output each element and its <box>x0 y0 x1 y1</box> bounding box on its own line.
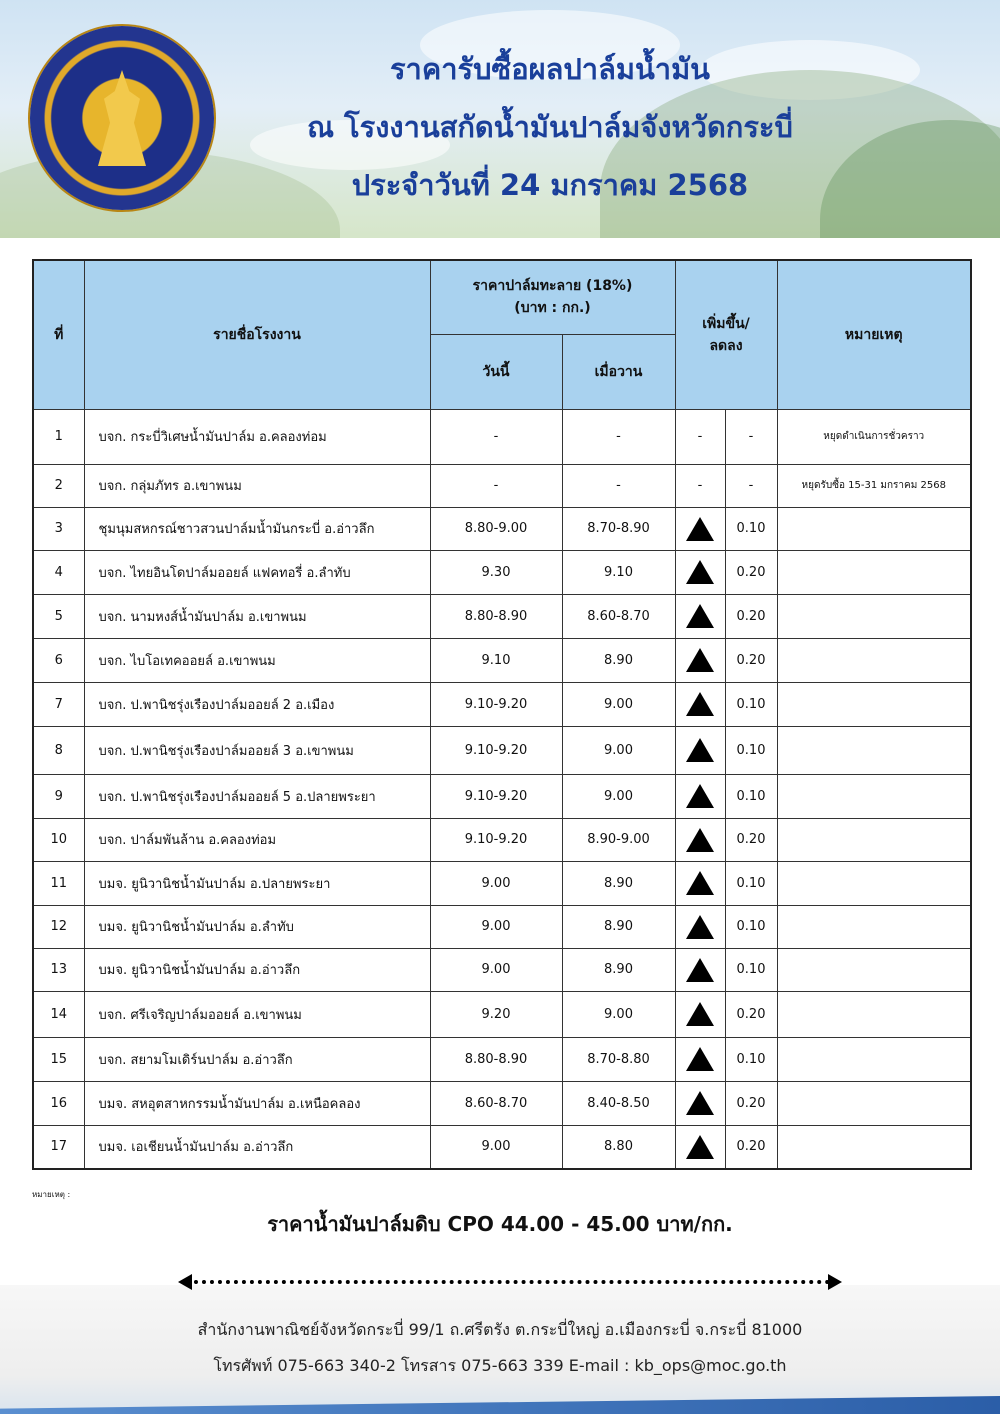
row-change-amount: 0.20 <box>725 991 777 1037</box>
row-remark <box>777 818 971 861</box>
table-row <box>33 726 971 774</box>
table-row <box>33 594 971 638</box>
increase-triangle-icon <box>686 692 714 716</box>
table-row <box>33 507 971 550</box>
row-remark: หยุดดำเนินการชั่วคราว <box>777 409 971 464</box>
increase-triangle-icon <box>686 1135 714 1159</box>
row-change-direction <box>675 550 725 594</box>
row-no: 3 <box>33 507 84 550</box>
note-label: หมายเหตุ : <box>32 1190 71 1199</box>
row-no: 11 <box>33 861 84 905</box>
row-price-yesterday: 8.70-8.80 <box>562 1037 675 1081</box>
row-change-direction <box>675 905 725 948</box>
row-remark <box>777 1081 971 1125</box>
table-row <box>33 638 971 682</box>
row-factory-name: บจก. นามหงส์น้ำมันปาล์ม อ.เขาพนม <box>84 594 430 638</box>
row-no: 13 <box>33 948 84 991</box>
table-row <box>33 991 971 1037</box>
row-price-today: 8.80-9.00 <box>430 507 562 550</box>
row-change-direction <box>675 726 725 774</box>
row-change-amount: 0.10 <box>725 948 777 991</box>
row-price-today: 8.60-8.70 <box>430 1081 562 1125</box>
increase-triangle-icon <box>686 1047 714 1071</box>
header-change-line-2: ลดลง <box>709 337 743 354</box>
dotted-divider <box>186 1280 830 1284</box>
row-price-yesterday: 8.40-8.50 <box>562 1081 675 1125</box>
arrow-right-icon <box>828 1274 842 1290</box>
row-price-today: 9.30 <box>430 550 562 594</box>
row-no: 1 <box>33 409 84 464</box>
row-factory-name: บจก. ป.พานิชรุ่งเรืองปาล์มออยล์ 2 อ.เมือง <box>84 682 430 726</box>
increase-triangle-icon <box>686 871 714 895</box>
row-factory-name: บจก. ไทยอินโดปาล์มออยล์ แฟคทอรี่ อ.ลำทับ <box>84 550 430 594</box>
price-table <box>32 259 972 1170</box>
row-change-direction <box>675 861 725 905</box>
table-row <box>33 550 971 594</box>
row-price-yesterday: 8.90 <box>562 861 675 905</box>
header-price <box>430 260 675 334</box>
row-remark: หยุดรับซื้อ 15-31 มกราคม 2568 <box>777 464 971 507</box>
row-price-today: 8.80-8.90 <box>430 1037 562 1081</box>
row-price-today: 9.10-9.20 <box>430 818 562 861</box>
row-price-yesterday: 9.00 <box>562 774 675 818</box>
table-row <box>33 948 971 991</box>
row-change-amount: 0.10 <box>725 905 777 948</box>
row-factory-name: บจก. ไบโอเทคออยล์ อ.เขาพนม <box>84 638 430 682</box>
table-row <box>33 682 971 726</box>
increase-triangle-icon <box>686 604 714 628</box>
row-remark <box>777 550 971 594</box>
row-change-direction <box>675 1081 725 1125</box>
row-price-today: 9.10-9.20 <box>430 774 562 818</box>
row-price-yesterday: 8.60-8.70 <box>562 594 675 638</box>
row-change-direction <box>675 638 725 682</box>
row-price-yesterday: - <box>562 464 675 507</box>
row-factory-name: บจก. ป.พานิชรุ่งเรืองปาล์มออยล์ 5 อ.ปลายพระยา <box>84 774 430 818</box>
ministry-seal-logo <box>30 26 214 210</box>
row-change-amount: 0.20 <box>725 550 777 594</box>
row-price-today: 9.00 <box>430 861 562 905</box>
footer-contact: โทรศัพท์ 075-663 340-2 โทรสาร 075-663 339 E-mail : kb_ops@moc.go.th <box>213 1356 787 1375</box>
row-remark <box>777 594 971 638</box>
increase-triangle-icon <box>686 738 714 762</box>
row-factory-name: บจก. กลุ่มภัทร อ.เขาพนม <box>84 464 430 507</box>
row-price-yesterday: 8.90-9.00 <box>562 818 675 861</box>
row-change-amount: 0.20 <box>725 1081 777 1125</box>
row-remark <box>777 1037 971 1081</box>
increase-triangle-icon <box>686 915 714 939</box>
header-change-line-1: เพิ่มขึ้น/ <box>702 315 750 332</box>
header-price-unit: (บาท : กก.) <box>514 300 591 317</box>
row-price-today: 9.00 <box>430 1125 562 1169</box>
row-remark <box>777 726 971 774</box>
row-change-amount: 0.10 <box>725 507 777 550</box>
footer-address: สำนักงานพาณิชย์จังหวัดกระบี่ 99/1 ถ.ศรีตรัง ต.กระบี่ใหญ่ อ.เมืองกระบี่ จ.กระบี่ 81000 <box>197 1320 803 1339</box>
increase-triangle-icon <box>686 560 714 584</box>
row-change-direction <box>675 818 725 861</box>
row-no: 16 <box>33 1081 84 1125</box>
row-price-yesterday: 8.90 <box>562 905 675 948</box>
row-change-direction <box>675 991 725 1037</box>
row-remark <box>777 1125 971 1169</box>
seal-figure-icon <box>92 70 152 166</box>
row-factory-name: บจก. กระบี่วิเศษน้ำมันปาล์ม อ.คลองท่อม <box>84 409 430 464</box>
title-line-3: ประจำวันที่ 24 มกราคม 2568 <box>351 168 749 202</box>
header-today: วันนี้ <box>430 334 562 409</box>
row-change-amount: 0.10 <box>725 861 777 905</box>
row-change-direction <box>675 1037 725 1081</box>
title-line-1: ราคารับซื้อผลปาล์มน้ำมัน <box>389 52 711 86</box>
row-change-amount: 0.20 <box>725 638 777 682</box>
table-row <box>33 1037 971 1081</box>
row-price-yesterday: 9.00 <box>562 991 675 1037</box>
row-no: 7 <box>33 682 84 726</box>
header-price-title: ราคาปาล์มทะลาย (18%) <box>472 278 633 295</box>
row-price-today: 9.10-9.20 <box>430 682 562 726</box>
row-change-amount: 0.20 <box>725 818 777 861</box>
price-table-body <box>33 409 971 1169</box>
table-row <box>33 818 971 861</box>
row-factory-name: ชุมนุมสหกรณ์ชาวสวนปาล์มน้ำมันกระบี่ อ.อ่าวลึก <box>84 507 430 550</box>
row-price-yesterday: - <box>562 409 675 464</box>
row-change-amount: 0.10 <box>725 774 777 818</box>
increase-triangle-icon <box>686 648 714 672</box>
row-no: 9 <box>33 774 84 818</box>
row-change-direction <box>675 594 725 638</box>
row-price-today: 9.00 <box>430 948 562 991</box>
row-price-yesterday: 8.90 <box>562 948 675 991</box>
row-change-direction <box>675 1125 725 1169</box>
row-remark <box>777 507 971 550</box>
row-no: 2 <box>33 464 84 507</box>
row-factory-name: บมจ. ยูนิวานิชน้ำมันปาล์ม อ.อ่าวลึก <box>84 948 430 991</box>
row-change-amount: 0.20 <box>725 1125 777 1169</box>
row-no: 17 <box>33 1125 84 1169</box>
row-remark <box>777 861 971 905</box>
row-change-amount: - <box>725 409 777 464</box>
row-factory-name: บจก. ป.พานิชรุ่งเรืองปาล์มออยล์ 3 อ.เขาพนม <box>84 726 430 774</box>
header-change <box>675 260 777 409</box>
row-change-direction: - <box>675 464 725 507</box>
row-no: 8 <box>33 726 84 774</box>
row-change-amount: 0.10 <box>725 682 777 726</box>
increase-triangle-icon <box>686 958 714 982</box>
table-row <box>33 1081 971 1125</box>
row-factory-name: บจก. ปาล์มพันล้าน อ.คลองท่อม <box>84 818 430 861</box>
row-price-yesterday: 8.70-8.90 <box>562 507 675 550</box>
row-no: 10 <box>33 818 84 861</box>
row-remark <box>777 991 971 1037</box>
row-price-today: - <box>430 409 562 464</box>
row-remark <box>777 774 971 818</box>
increase-triangle-icon <box>686 784 714 808</box>
footer-background <box>0 1285 1000 1414</box>
title-line-2: ณ โรงงานสกัดน้ำมันปาล์มจังหวัดกระบี่ <box>307 110 793 144</box>
footer-wave <box>0 1396 1000 1414</box>
row-no: 5 <box>33 594 84 638</box>
row-change-direction <box>675 682 725 726</box>
row-no: 15 <box>33 1037 84 1081</box>
increase-triangle-icon <box>686 1091 714 1115</box>
row-price-today: 8.80-8.90 <box>430 594 562 638</box>
row-change-amount: 0.10 <box>725 726 777 774</box>
row-no: 12 <box>33 905 84 948</box>
row-price-yesterday: 9.10 <box>562 550 675 594</box>
row-change-direction: - <box>675 409 725 464</box>
increase-triangle-icon <box>686 828 714 852</box>
row-change-amount: 0.20 <box>725 594 777 638</box>
row-remark <box>777 682 971 726</box>
cpo-price-text: ราคาน้ำมันปาล์มดิบ CPO 44.00 - 45.00 บาท/กก. <box>267 1212 733 1236</box>
row-price-yesterday: 8.90 <box>562 638 675 682</box>
row-price-today: 9.20 <box>430 991 562 1037</box>
arrow-left-icon <box>178 1274 192 1290</box>
row-remark <box>777 948 971 991</box>
row-price-yesterday: 8.80 <box>562 1125 675 1169</box>
row-price-today: 9.00 <box>430 905 562 948</box>
row-price-today: - <box>430 464 562 507</box>
row-change-direction <box>675 948 725 991</box>
increase-triangle-icon <box>686 517 714 541</box>
row-change-direction <box>675 774 725 818</box>
increase-triangle-icon <box>686 1002 714 1026</box>
row-factory-name: บมจ. ยูนิวานิชน้ำมันปาล์ม อ.ปลายพระยา <box>84 861 430 905</box>
row-no: 6 <box>33 638 84 682</box>
row-change-amount: 0.10 <box>725 1037 777 1081</box>
row-change-direction <box>675 507 725 550</box>
row-price-yesterday: 9.00 <box>562 682 675 726</box>
row-no: 14 <box>33 991 84 1037</box>
row-price-today: 9.10-9.20 <box>430 726 562 774</box>
row-factory-name: บจก. ศรีเจริญปาล์มออยล์ อ.เขาพนม <box>84 991 430 1037</box>
header-no: ที่ <box>33 260 84 409</box>
table-row <box>33 774 971 818</box>
row-factory-name: บมจ. สหอุตสาหกรรมน้ำมันปาล์ม อ.เหนือคลอง <box>84 1081 430 1125</box>
table-row <box>33 905 971 948</box>
header-remark: หมายเหตุ <box>777 260 971 409</box>
table-row <box>33 861 971 905</box>
row-price-today: 9.10 <box>430 638 562 682</box>
table-row <box>33 1125 971 1169</box>
row-factory-name: บมจ. เอเชียนน้ำมันปาล์ม อ.อ่าวลึก <box>84 1125 430 1169</box>
row-factory-name: บจก. สยามโมเดิร์นปาล์ม อ.อ่าวลึก <box>84 1037 430 1081</box>
row-factory-name: บมจ. ยูนิวานิชน้ำมันปาล์ม อ.ลำทับ <box>84 905 430 948</box>
table-row <box>33 409 971 464</box>
row-change-amount: - <box>725 464 777 507</box>
table-row <box>33 464 971 507</box>
row-remark <box>777 638 971 682</box>
header-factory-name: รายชื่อโรงงาน <box>84 260 430 409</box>
row-price-yesterday: 9.00 <box>562 726 675 774</box>
row-remark <box>777 905 971 948</box>
header-yesterday: เมื่อวาน <box>562 334 675 409</box>
row-no: 4 <box>33 550 84 594</box>
